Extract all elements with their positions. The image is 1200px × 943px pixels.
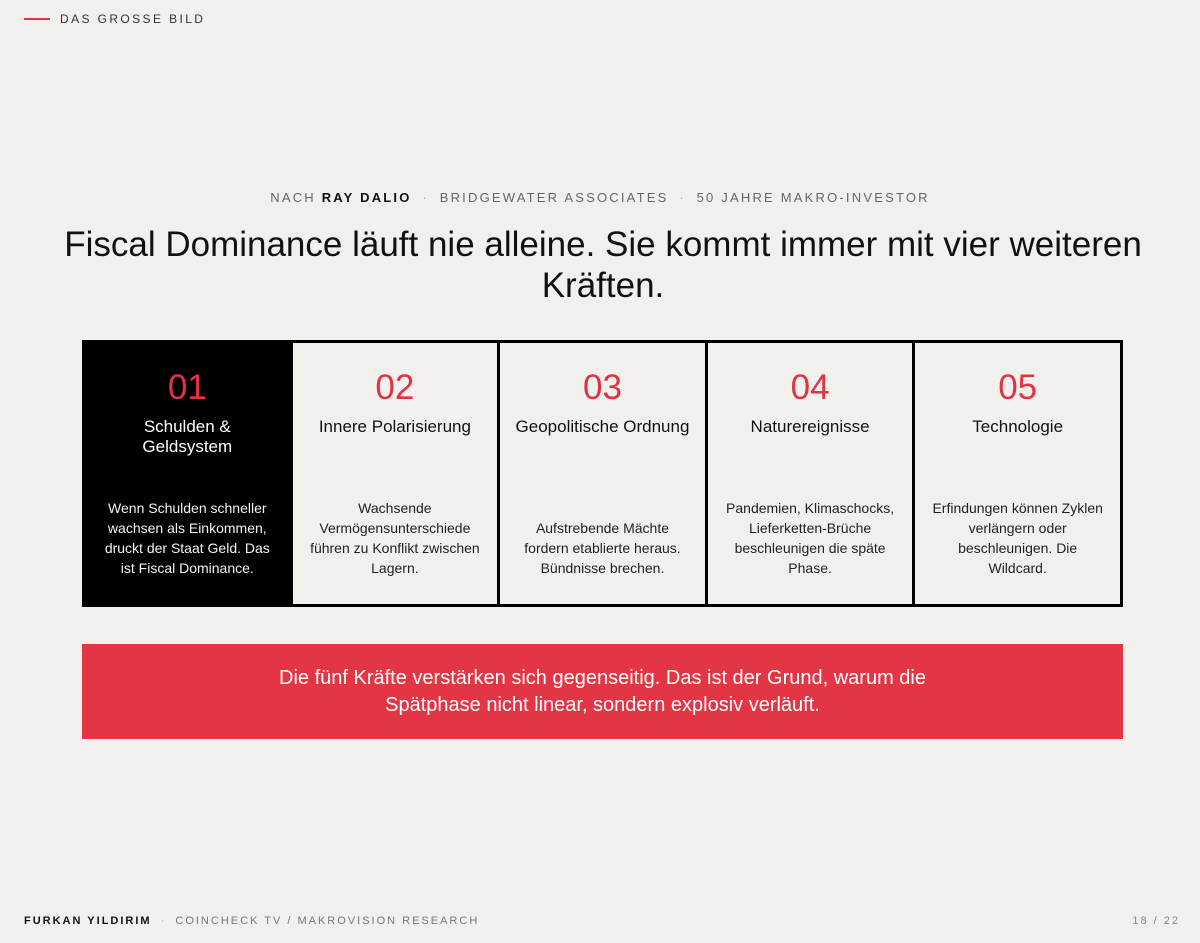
force-description: Wachsende Vermögensunterschiede führen zu Konflikt zwischen Lagern. (310, 500, 480, 576)
force-number: 04 (790, 368, 830, 407)
force-card (708, 340, 916, 607)
force-title: Geopolitische Ordnung (515, 417, 690, 436)
kicker-tagline: 50 JAHRE MAKRO-INVESTOR (696, 190, 930, 205)
force-description: Wenn Schulden schneller wachsen als Einkommen, druckt der Staat Geld. Das ist Fiscal Dominance. (104, 500, 270, 576)
force-description: Aufstrebende Mächte fordern etablierte heraus. Bündnisse brechen. (524, 520, 681, 576)
footer-credit (24, 915, 479, 927)
force-card (293, 340, 501, 607)
forces-grid (82, 340, 1123, 607)
force-title: Naturereignisse (750, 417, 870, 436)
force-card (82, 340, 293, 607)
kicker-separator: · (422, 190, 429, 205)
footer-author: FURKAN YILDIRIM (24, 915, 152, 927)
page-number: 18 / 22 (1132, 915, 1180, 927)
force-title: Technologie (972, 417, 1064, 436)
callout-banner (82, 644, 1123, 739)
footer-separator: · (160, 915, 167, 927)
force-number: 02 (375, 368, 415, 407)
force-card (915, 340, 1123, 607)
kicker-line (0, 190, 1200, 205)
force-description: Erfindungen können Zyklen verlängern oder beschleunigen. Die Wildcard. (932, 500, 1103, 576)
force-title: Innere Polarisierung (318, 417, 471, 436)
accent-rule (24, 18, 50, 20)
force-description: Pandemien, Klimaschocks, Lieferketten-Brüche beschleunigen die späte Phase. (726, 500, 895, 576)
section-header (24, 12, 205, 26)
kicker-name: RAY DALIO (321, 190, 412, 205)
force-title: Schulden & Geldsystem (142, 417, 233, 456)
force-number: 03 (583, 368, 622, 407)
kicker-org: BRIDGEWATER ASSOCIATES (439, 190, 669, 205)
section-label: DAS GROSSE BILD (60, 12, 206, 26)
page-title: Fiscal Dominance läuft nie alleine. Sie kommt immer mit vier weiteren Kräften. (64, 225, 1142, 305)
force-number: 01 (167, 368, 207, 407)
kicker-prefix: NACH (270, 190, 316, 205)
callout-text: Die fünf Kräfte verstärken sich gegenseitig. Das ist der Grund, warum die Spätphase nicht linear, sondern explosiv verläuft. (279, 666, 926, 716)
force-card (500, 340, 708, 607)
kicker-separator: · (679, 190, 686, 205)
footer-source: COINCHECK TV / MAKROVISION RESEARCH (175, 915, 480, 927)
force-number: 05 (998, 368, 1038, 407)
